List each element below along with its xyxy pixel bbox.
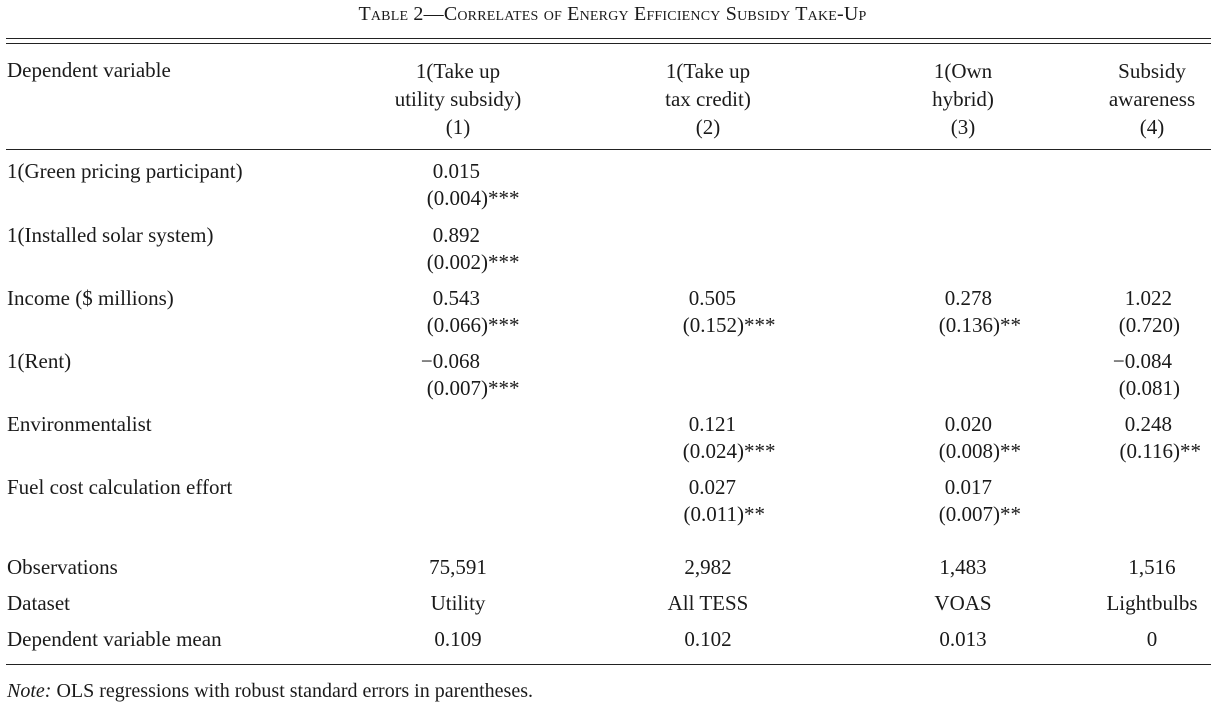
standard-error-value (418, 249, 520, 276)
standard-error-value (674, 312, 776, 339)
standard-error-text: (0.011) (683, 502, 744, 526)
summary-value: All TESS (667, 591, 749, 615)
note-text: OLS regressions with robust standard errors in parentheses. (51, 680, 533, 702)
row-label: Income ($ millions) (7, 286, 174, 310)
top-double-rule-2 (6, 43, 1211, 44)
column-header-2-num: (2) (695, 115, 721, 139)
summary-label: Observations (7, 555, 118, 579)
summary-label: Dependent variable mean (7, 627, 222, 651)
coefficient-value: 0.892 (432, 223, 480, 247)
standard-error-value (418, 375, 520, 402)
coefficient-value: 0.027 (688, 475, 736, 499)
column-header-1-line1: 1(Take up (415, 59, 501, 83)
standard-error-text: (0.066) (426, 313, 488, 337)
column-header-2-line2: tax credit) (665, 87, 751, 111)
column-header-4 (1062, 57, 1225, 141)
column-header-3-line2: hybrid) (932, 87, 994, 111)
column-header-3-num: (3) (950, 115, 976, 139)
column-header-1-num: (1) (445, 115, 471, 139)
column-header-1 (368, 57, 548, 141)
standard-error-value (418, 312, 520, 339)
summary-value: 2,982 (684, 555, 732, 579)
header-rule (6, 149, 1211, 150)
significance-stars: *** (744, 313, 776, 337)
standard-error-text: (0.081) (1118, 376, 1180, 400)
column-header-4-line2: awareness (1108, 87, 1196, 111)
standard-error-value (674, 438, 776, 465)
summary-value: 0.013 (939, 627, 987, 651)
significance-stars: ** (1000, 439, 1021, 463)
standard-error-value (930, 312, 1021, 339)
standard-error-value (930, 501, 1021, 528)
coefficient-value: 1.022 (1124, 286, 1172, 310)
standard-error-value (1110, 375, 1180, 402)
coefficient-value: 0.505 (688, 286, 736, 310)
table-note (7, 678, 533, 704)
coefficient-value: 0.015 (432, 159, 480, 183)
row-label: 1(Installed solar system) (7, 223, 214, 247)
bottom-rule (6, 664, 1211, 665)
summary-value: Utility (430, 591, 486, 615)
coefficient-value: 0.248 (1124, 412, 1172, 436)
summary-value: 0.102 (684, 627, 732, 651)
row-label: Fuel cost calculation effort (7, 475, 233, 499)
standard-error-value (674, 501, 765, 528)
column-header-2-line1: 1(Take up (665, 59, 751, 83)
summary-value: 1,483 (939, 555, 987, 579)
significance-stars: *** (744, 439, 776, 463)
table-title-text: Correlates of Energy Efficiency Subsidy Take-Up (443, 3, 867, 25)
summary-value: 75,591 (429, 555, 487, 579)
standard-error-value (1110, 312, 1180, 339)
summary-value: Lightbulbs (1106, 591, 1198, 615)
coefficient-value: 0.543 (432, 286, 480, 310)
column-header-3-line1: 1(Own (933, 59, 993, 83)
table-title (0, 3, 1225, 26)
standard-error-text: (0.004) (426, 186, 488, 210)
coefficient-value: 0.121 (688, 412, 736, 436)
coefficient-value: 0.278 (944, 286, 992, 310)
row-label: 1(Rent) (7, 349, 72, 373)
coefficient-value: −0.068 (420, 349, 480, 373)
column-header-4-num: (4) (1139, 115, 1165, 139)
standard-error-text: (0.007) (426, 376, 488, 400)
significance-stars: *** (488, 376, 520, 400)
standard-error-text: (0.720) (1118, 313, 1180, 337)
dependent-variable-label: Dependent variable (7, 58, 171, 82)
standard-error-text: (0.024) (682, 439, 744, 463)
coefficient-value: 0.017 (944, 475, 992, 499)
standard-error-text: (0.002) (426, 250, 488, 274)
standard-error-text: (0.007) (938, 502, 1000, 526)
standard-error-value (418, 185, 520, 212)
column-header-4-line1: Subsidy (1118, 59, 1186, 83)
standard-error-text: (0.116) (1119, 439, 1180, 463)
standard-error-text: (0.008) (938, 439, 1000, 463)
table-title-dash: — (423, 3, 444, 25)
summary-value: 0 (1146, 627, 1158, 651)
coefficient-value: 0.020 (944, 412, 992, 436)
row-label: Environmentalist (7, 412, 152, 436)
column-header-1-line2: utility subsidy) (394, 87, 522, 111)
table-title-prefix: Table 2 (358, 3, 424, 25)
significance-stars: ** (1000, 502, 1021, 526)
significance-stars: ** (1000, 313, 1021, 337)
summary-value: 0.109 (434, 627, 482, 651)
column-header-3 (873, 57, 1053, 141)
summary-label: Dataset (7, 591, 70, 615)
significance-stars: *** (488, 313, 520, 337)
summary-value: VOAS (934, 591, 992, 615)
significance-stars: ** (1180, 439, 1201, 463)
top-double-rule-1 (6, 38, 1211, 39)
standard-error-value (930, 438, 1021, 465)
summary-value: 1,516 (1128, 555, 1176, 579)
significance-stars: ** (744, 502, 765, 526)
note-label: Note: (7, 680, 52, 702)
standard-error-text: (0.136) (938, 313, 1000, 337)
coefficient-value: −0.084 (1112, 349, 1172, 373)
column-header-2 (618, 57, 798, 141)
standard-error-value (1110, 438, 1201, 465)
row-label: 1(Green pricing participant) (7, 159, 243, 183)
significance-stars: *** (488, 186, 520, 210)
standard-error-text: (0.152) (682, 313, 744, 337)
significance-stars: *** (488, 250, 520, 274)
